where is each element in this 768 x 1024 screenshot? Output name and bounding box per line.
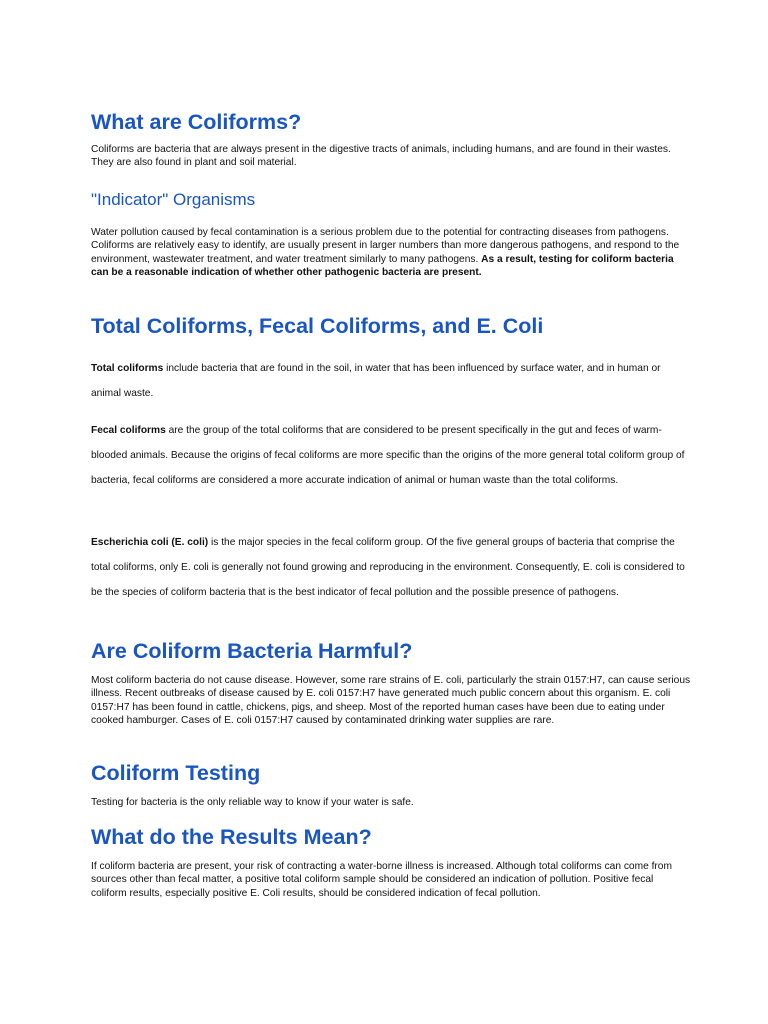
paragraph-what-do-results-mean: If coliform bacteria are present, your risk of contracting a water-borne illness is increased. Although total coliforms can come from sources other than fecal matter, a positive total coliform sample should be considered an indication of pollution. Positive fecal coliform results, especially positive E. Coli results, should be considered indication of fecal pollution. (91, 861, 672, 899)
paragraph-total-coliforms (91, 356, 691, 406)
fecal-coliforms-text: are the group of the total coliforms that are considered to be present specifically in the gut and feces of warm-blooded animals. Because the origins of fecal coliforms are more specific than the origins of the more general total coliform group of bacteria, fecal coliforms are considered a more accurate indication of animal or human waste than the total coliforms. (91, 425, 685, 486)
paragraph-indicator-organisms (91, 226, 691, 280)
paragraph-fecal-coliforms (91, 418, 691, 493)
indicator-body-text: Water pollution caused by fecal contamination is a serious problem due to the potential for contracting diseases from pathogens. Coliforms are relatively easy to identify, are usually present in larger numbers than more dangerous pathogens, and respond to the environment, wastewater treatment, and water treatment similarly to many pathogens. (91, 227, 680, 265)
paragraph-are-coliforms-harmful: Most coliform bacteria do not cause disease. However, some rare strains of E. coli, particularly the strain 0157:H7, can cause serious illness. Recent outbreaks of disease caused by E. coli 0157:H7 have generated much public concern about this organism. E. coli 0157:H7 has been found in cattle, chickens, pigs, and sheep. Most of the reported human cases have been due to eating under cooked hamburger. Cases of E. coli 0157:H7 caused by contaminated drinking water supplies are rare. (91, 675, 691, 727)
ecoli-text: is the major species in the fecal coliform group. Of the five general groups of bacteria that comprise the total coliforms, only E. coli is generally not found growing and reproducing in the environment. Consequently, E. coli is considered to be the species of coliform bacteria that is the best indicator of fecal pollution and the possible presence of pathogens. (91, 537, 685, 598)
heading-what-are-coliforms: What are Coliforms? (91, 110, 302, 134)
paragraph-what-are-coliforms: Coliforms are bacteria that are always present in the digestive tracts of animals, including humans, and are found in their wastes. They are also found in plant and soil material. (91, 144, 671, 169)
heading-indicator-organisms: "Indicator" Organisms (91, 190, 256, 209)
indicator-body-bold: As a result, testing for coliform bacteria can be a reasonable indication of whether other pathogenic bacteria are present. (91, 253, 674, 279)
total-coliforms-text: include bacteria that are found in the soil, in water that has been influenced by surface water, and in human or animal waste. (91, 363, 661, 399)
term-total-coliforms: Total coliforms (91, 363, 164, 374)
heading-total-fecal-ecoli: Total Coliforms, Fecal Coliforms, and E. Coli (91, 314, 544, 338)
heading-are-coliforms-harmful: Are Coliform Bacteria Harmful? (91, 639, 413, 663)
paragraph-coliform-testing: Testing for bacteria is the only reliable way to know if your water is safe. (91, 797, 414, 808)
heading-what-do-results-mean: What do the Results Mean? (91, 825, 372, 849)
paragraph-ecoli (91, 530, 691, 605)
term-ecoli: Escherichia coli (E. coli) (91, 537, 209, 548)
term-fecal-coliforms: Fecal coliforms (91, 425, 166, 436)
heading-coliform-testing: Coliform Testing (91, 761, 261, 785)
